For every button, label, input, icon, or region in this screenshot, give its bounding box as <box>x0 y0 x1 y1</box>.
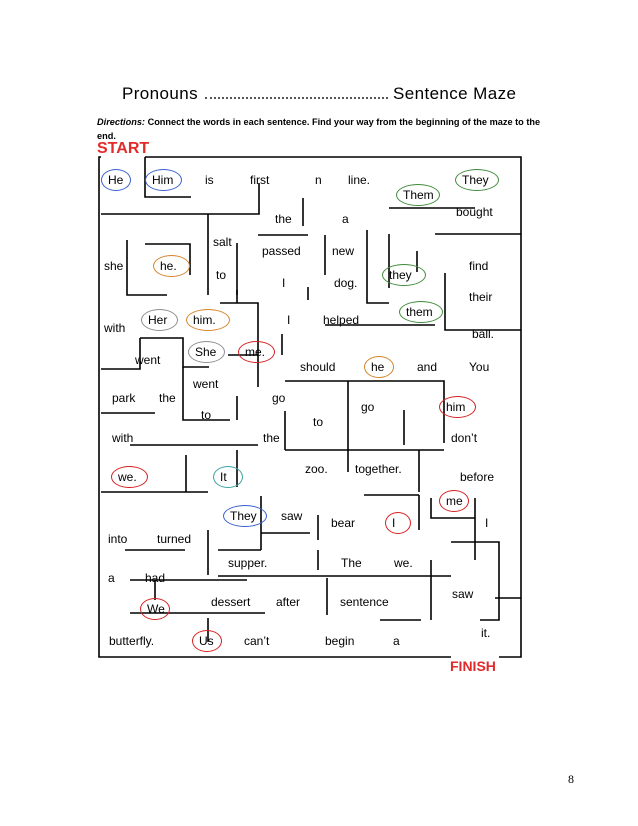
maze-word: saw <box>452 587 474 601</box>
start-label: START <box>97 140 150 157</box>
maze-word: Them <box>403 188 434 202</box>
maze-word: a <box>342 212 349 226</box>
pronoun-circle <box>399 301 443 323</box>
maze-word: I <box>392 516 396 530</box>
maze-word: we. <box>394 556 413 570</box>
pronoun-circle <box>364 356 394 378</box>
maze-word: he. <box>160 259 177 273</box>
pronoun-circle <box>153 255 190 277</box>
pronoun-circle <box>145 169 182 191</box>
maze-word: together. <box>355 462 402 476</box>
maze-word: into <box>108 532 128 546</box>
pronoun-circle <box>141 309 178 331</box>
pronoun-circle <box>439 396 476 418</box>
pronoun-circle <box>223 505 267 527</box>
pronoun-circle <box>192 630 222 652</box>
pronoun-circle <box>101 169 131 191</box>
pronoun-circle <box>186 309 230 331</box>
maze-word: can’t <box>244 634 270 648</box>
maze-word: to <box>313 415 324 429</box>
maze-word: dog. <box>334 276 358 290</box>
maze-word: line. <box>348 173 371 187</box>
maze-word: The <box>341 556 362 570</box>
maze-word: to <box>216 268 227 282</box>
maze-word: He <box>108 173 124 187</box>
maze-word: butterfly. <box>109 634 155 648</box>
maze-word: zoo. <box>305 462 328 476</box>
pronoun-circle <box>396 184 440 206</box>
maze-word: a <box>108 571 115 585</box>
maze-word: I <box>287 313 291 327</box>
maze-word: with <box>112 431 134 445</box>
maze-word: him <box>446 400 466 414</box>
maze-word: You <box>469 360 490 374</box>
maze-word: them <box>406 305 433 319</box>
maze-word: find <box>469 259 489 273</box>
maze-word: helped <box>323 313 360 327</box>
maze-word: he <box>371 360 385 374</box>
maze-word: and <box>417 360 438 374</box>
maze-word: I <box>485 516 489 530</box>
pronoun-circle <box>238 341 275 363</box>
maze-word: supper. <box>228 556 268 570</box>
directions-text: Connect the words in each sentence. Find your way from the beginning of the maze to the end. <box>97 117 541 141</box>
maze-word: passed <box>262 244 301 258</box>
page-number: 8 <box>568 772 574 786</box>
pronoun-circle <box>439 490 469 512</box>
maze-word: him. <box>193 313 216 327</box>
maze-word: me. <box>245 345 266 359</box>
maze-word: saw <box>281 509 303 523</box>
maze-word: Us <box>199 634 214 648</box>
pronoun-circle <box>111 466 148 488</box>
maze-word: first <box>250 173 270 187</box>
maze-word: sentence <box>340 595 389 609</box>
maze-word: She <box>195 345 217 359</box>
maze-word: the <box>275 212 292 226</box>
maze-word: the <box>263 431 280 445</box>
pronoun-circle <box>188 341 225 363</box>
maze-word: park <box>112 391 136 405</box>
header-subtitle: Sentence Maze <box>393 84 517 103</box>
finish-label: FINISH <box>450 658 496 674</box>
maze-word: bought <box>456 205 493 219</box>
maze-word: after <box>276 595 301 609</box>
maze-word: went <box>135 353 161 367</box>
maze-word: their <box>469 290 493 304</box>
maze-word: bear <box>331 516 356 530</box>
maze-word: had <box>145 571 166 585</box>
maze-word: the <box>159 391 176 405</box>
directions-label: Directions: <box>97 117 145 127</box>
maze-word: go <box>361 400 375 414</box>
maze-word: They <box>462 173 489 187</box>
maze-word: they <box>389 268 412 282</box>
pronoun-circle <box>385 512 411 534</box>
pronoun-circle <box>455 169 499 191</box>
maze-word: They <box>230 509 257 523</box>
maze-word: ball. <box>472 327 495 341</box>
maze-word: begin <box>325 634 355 648</box>
maze-word: she <box>104 259 124 273</box>
maze-word: n <box>315 173 322 187</box>
maze-word: dessert <box>211 595 251 609</box>
maze-word: Her <box>148 313 168 327</box>
maze-word: to <box>201 408 212 422</box>
maze-word: is <box>205 173 214 187</box>
maze-word: me <box>446 494 463 508</box>
maze-word: a <box>393 634 400 648</box>
maze-word: should <box>300 360 336 374</box>
maze-word: We <box>147 602 165 616</box>
maze-word: went <box>193 377 219 391</box>
maze-word: I <box>282 276 286 290</box>
maze-word: turned <box>157 532 192 546</box>
maze-word: don’t <box>451 431 478 445</box>
maze-word: Him <box>152 173 174 187</box>
maze-word: with <box>104 321 126 335</box>
maze-word: It <box>220 470 227 484</box>
pronoun-circle <box>382 264 426 286</box>
maze-word: we. <box>118 470 137 484</box>
header-title: Pronouns <box>122 84 198 103</box>
pronoun-circle <box>140 598 170 620</box>
maze-word: new <box>332 244 355 258</box>
maze-word: before <box>460 470 495 484</box>
maze-word: go <box>272 391 286 405</box>
pronoun-circle <box>213 466 243 488</box>
maze-word: it. <box>481 626 491 640</box>
maze-word: salt <box>213 235 232 249</box>
